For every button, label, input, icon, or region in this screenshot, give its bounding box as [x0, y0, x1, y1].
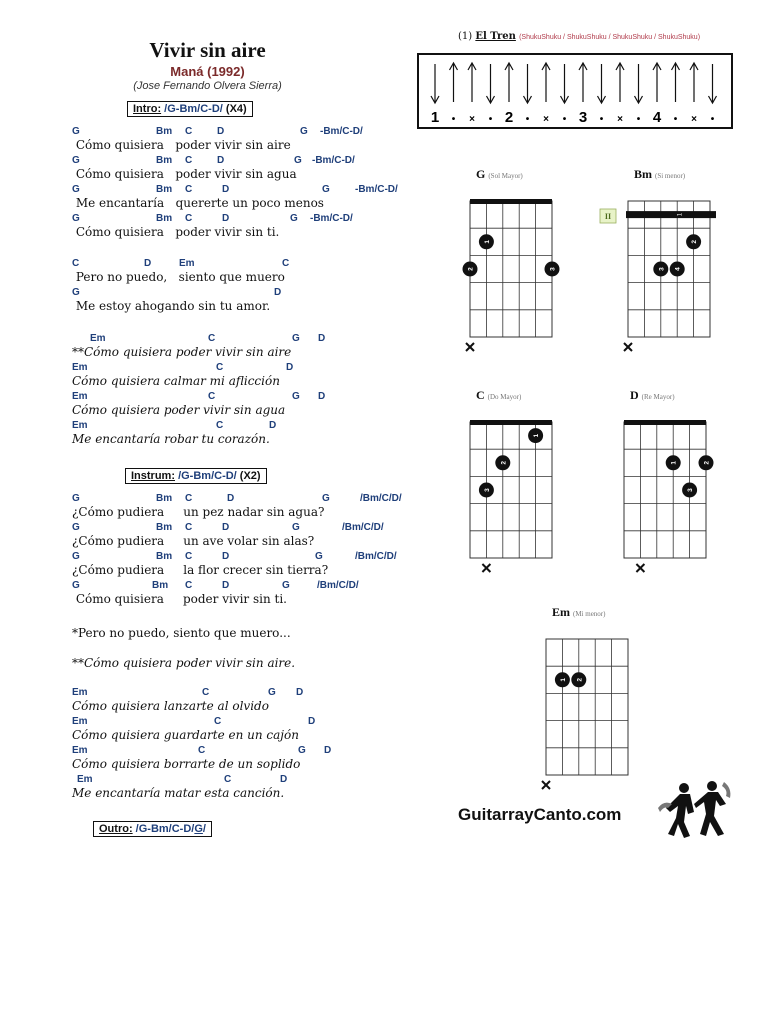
chord-label: D [286, 362, 294, 373]
chord-description: (Si menor) [655, 172, 686, 180]
chord-label: Bm [156, 551, 173, 562]
strum-count-label: 2 [504, 109, 514, 126]
chord-label: C [282, 258, 290, 269]
chord-label: -Bm/C-D/ [355, 184, 398, 195]
chord-label: C [185, 126, 193, 137]
strumming-pattern [417, 53, 733, 129]
lyric-line: Pero no puedo, siento que muero [72, 270, 285, 284]
chord-label: -Bm/C-D/ [312, 155, 355, 166]
instrum-label: Instrum: [131, 470, 175, 482]
chord-label: Em [179, 258, 195, 269]
chord-label: D [222, 522, 230, 533]
svg-text:1: 1 [483, 239, 491, 244]
chord-label: Bm [156, 184, 173, 195]
chord-label: -Bm/C-D/ [320, 126, 363, 137]
strum-up-arrow-icon [505, 63, 513, 102]
lyric-line: Me encantaría robar tu corazón. [72, 432, 270, 446]
chord-diagram-bm [604, 167, 699, 271]
chord-label: G [322, 493, 330, 504]
strum-up-arrow-icon [468, 63, 476, 102]
instrum-box [125, 468, 267, 484]
svg-text:3: 3 [483, 488, 491, 492]
chord-label: G [322, 184, 330, 195]
chord-label: Bm [156, 213, 173, 224]
chord-label: /Bm/C/D/ [355, 551, 397, 562]
outro-end: / [202, 823, 206, 835]
chord-label: D [274, 287, 282, 298]
strum-count-label: • [636, 114, 641, 125]
chord-label: C [208, 391, 216, 402]
chord-fretboard [604, 185, 720, 350]
chord-label: C [72, 258, 80, 269]
svg-text:2: 2 [691, 239, 699, 244]
chord-description: (Do Mayor) [487, 393, 522, 401]
chord-label: D [318, 333, 326, 344]
chord-name: G [476, 167, 486, 181]
chord-label: C [185, 522, 193, 533]
svg-text:3: 3 [687, 488, 695, 492]
chord-label: G [72, 287, 80, 298]
chord-label: /Bm/C/D/ [360, 493, 402, 504]
chord-label: Em [72, 687, 88, 698]
chord-label: G [315, 551, 323, 562]
svg-text:3: 3 [658, 267, 666, 271]
chord-label: D [222, 213, 230, 224]
chord-title [476, 388, 521, 403]
chord-label: G [72, 126, 80, 137]
chord-diagram-em [552, 605, 606, 682]
strum-count-label: × [469, 114, 475, 125]
strumming-title [458, 31, 700, 42]
outro-last-chord: G [194, 823, 203, 835]
instrum-repeat: (X2) [239, 470, 261, 482]
chord-label: D [280, 774, 288, 785]
chord-label: C [216, 362, 224, 373]
chord-label: G [72, 184, 80, 195]
chord-label: C [224, 774, 232, 785]
chord-label: G [282, 580, 290, 591]
chord-fretboard [616, 406, 716, 571]
chord-label: Em [77, 774, 93, 785]
chord-label: D [296, 687, 304, 698]
chord-label: Em [90, 333, 106, 344]
chord-label: Bm [156, 155, 173, 166]
chord-label: G [294, 155, 302, 166]
chord-label: C [185, 580, 193, 591]
lyric-line: Cómo quisiera poder vivir sin agua [72, 403, 286, 417]
chord-label: D [269, 420, 277, 431]
strum-up-arrow-icon [616, 63, 624, 102]
song-artist: Maná (1992) [170, 64, 245, 79]
svg-text:2: 2 [576, 677, 584, 682]
chord-title [630, 388, 675, 403]
chord-label: G [300, 126, 308, 137]
instrum-progression: /G-Bm/C-D/ [178, 470, 237, 482]
strum-count-label: • [673, 114, 678, 125]
strum-count-label: 1 [430, 109, 440, 126]
chord-label: G [298, 745, 306, 756]
chord-title [476, 167, 523, 182]
lyric-line: Cómo quisiera lanzarte al olvido [72, 699, 269, 713]
chord-title [552, 605, 605, 620]
chord-label: /Bm/C/D/ [342, 522, 384, 533]
chord-label: C [185, 551, 193, 562]
strum-up-arrow-icon [653, 63, 661, 102]
chord-label: G [72, 580, 80, 591]
lyric-line: **Cómo quisiera poder vivir sin aire [72, 345, 292, 359]
svg-text:1: 1 [677, 212, 684, 217]
svg-text:2: 2 [500, 460, 508, 465]
strum-count-label: • [525, 114, 530, 125]
lyric-line: ¿Cómo pudiera un ave volar sin alas? [72, 534, 315, 548]
chord-diagram-c [476, 388, 541, 492]
chord-label: D [318, 391, 326, 402]
outro-box [93, 821, 212, 837]
intro-box [127, 101, 253, 117]
chord-label: Em [72, 745, 88, 756]
outro-progression: /G-Bm/C-D/ [135, 823, 195, 835]
chord-label: C [185, 213, 193, 224]
chord-label: Em [72, 391, 88, 402]
chord-label: Bm [156, 126, 173, 137]
svg-text:1: 1 [670, 460, 678, 465]
svg-text:4: 4 [674, 267, 682, 271]
svg-text:2: 2 [467, 267, 475, 271]
chord-label: Bm [156, 493, 173, 504]
strum-count-label: • [451, 114, 456, 125]
chord-label: G [72, 155, 80, 166]
chord-name: D [630, 388, 639, 402]
lyric-line: Cómo quisiera poder vivir sin ti. [72, 592, 287, 606]
chord-fretboard [538, 623, 638, 788]
chord-label: Em [72, 362, 88, 373]
strum-count-label: × [691, 114, 697, 125]
strum-down-arrow-icon [487, 64, 495, 103]
strum-down-arrow-icon [524, 64, 532, 103]
song-composer: (Jose Fernando Olvera Sierra) [133, 80, 282, 92]
chord-title [634, 167, 685, 182]
strumming-sound: (ShukuShuku / ShukuShuku / ShukuShuku / ShukuShuku) [519, 34, 701, 41]
strum-count-label: × [617, 114, 623, 125]
chord-label: Bm [152, 580, 169, 591]
strum-count-label: 3 [578, 109, 588, 126]
chord-label: G [72, 551, 80, 562]
strum-count-label: • [488, 114, 493, 125]
chord-label: G [72, 522, 80, 533]
song-title: Vivir sin aire [149, 38, 266, 62]
chord-label: D [308, 716, 316, 727]
svg-text:2: 2 [703, 460, 711, 465]
chord-diagram-d [630, 388, 711, 492]
strum-count-label: 4 [652, 109, 662, 126]
chord-name: Bm [634, 167, 652, 181]
chord-label: C [202, 687, 210, 698]
chord-label: /Bm/C/D/ [317, 580, 359, 591]
chord-label: C [185, 493, 193, 504]
strum-down-arrow-icon [431, 64, 439, 103]
muted-string-icon [482, 564, 490, 572]
outro-label: Outro: [99, 823, 133, 835]
strum-count-label: • [710, 114, 715, 125]
lyric-line: ¿Cómo pudiera un pez nadar sin agua? [72, 505, 325, 519]
svg-text:1: 1 [559, 677, 567, 682]
intro-progression: /G-Bm/C-D/ [164, 103, 223, 115]
site-logo-text: GuitarrayCanto.com [458, 805, 622, 824]
chord-label: G [290, 213, 298, 224]
svg-text:3: 3 [549, 267, 557, 271]
chord-label: C [214, 716, 222, 727]
strum-count-label: × [543, 114, 549, 125]
chord-label: Em [72, 420, 88, 431]
strum-down-arrow-icon [709, 64, 717, 103]
lyric-line: Cómo quisiera poder vivir sin ti. [72, 225, 280, 239]
chord-name: Em [552, 605, 570, 619]
fret-position-label: II [604, 212, 612, 221]
chord-fretboard [462, 185, 562, 350]
chord-description: (Re Mayor) [641, 393, 675, 401]
strum-down-arrow-icon [598, 64, 606, 103]
chord-label: G [72, 493, 80, 504]
lyric-line: Me estoy ahogando sin tu amor. [72, 299, 271, 313]
chord-label: Em [72, 716, 88, 727]
strum-up-arrow-icon [690, 63, 698, 102]
strumming-number: (1) [458, 31, 473, 42]
lyric-line: Me encantaría quererte un poco menos [72, 196, 324, 210]
strum-count-label: • [599, 114, 604, 125]
chord-label: D [324, 745, 332, 756]
chord-description: (Sol Mayor) [488, 172, 523, 180]
strumming-name: El Tren [475, 31, 516, 42]
chord-label: D [217, 155, 225, 166]
lyric-line: Cómo quisiera guardarte en un cajón [72, 728, 299, 742]
chord-name: C [476, 388, 485, 402]
chord-label: Bm [156, 522, 173, 533]
strum-count-label: • [562, 114, 567, 125]
lyric-line: Cómo quisiera calmar mi aflicción [72, 374, 280, 388]
strumming-diagram [419, 55, 731, 127]
chord-label: C [185, 155, 193, 166]
muted-string-icon [466, 343, 474, 351]
lyric-line: Cómo quisiera borrarte de un soplido [72, 757, 301, 771]
chord-label: G [292, 391, 300, 402]
chord-label: D [144, 258, 152, 269]
strum-up-arrow-icon [450, 63, 458, 102]
chord-label: C [198, 745, 206, 756]
strum-down-arrow-icon [635, 64, 643, 103]
chord-label: D [222, 551, 230, 562]
intro-repeat: (X4) [225, 103, 247, 115]
chord-label: G [268, 687, 276, 698]
chord-label: D [217, 126, 225, 137]
chord-description: (Mi menor) [573, 610, 606, 618]
chord-label: D [222, 184, 230, 195]
chord-label: G [292, 522, 300, 533]
strum-up-arrow-icon [542, 63, 550, 102]
chord-label: C [185, 184, 193, 195]
muted-string-icon [542, 781, 550, 789]
svg-text:1: 1 [533, 433, 541, 438]
chord-label: G [72, 213, 80, 224]
chord-label: D [222, 580, 230, 591]
chord-label: D [227, 493, 235, 504]
lyric-line: Cómo quisiera poder vivir sin agua [72, 167, 297, 181]
reprise-pero: *Pero no puedo, siento que muero... [72, 626, 291, 640]
strum-down-arrow-icon [561, 64, 569, 103]
muted-string-icon [636, 564, 644, 572]
muted-string-icon [624, 343, 632, 351]
chord-label: C [208, 333, 216, 344]
reprise-chorus: **Cómo quisiera poder vivir sin aire. [72, 656, 296, 670]
lyric-line: Me encantaría matar esta canción. [72, 786, 285, 800]
chord-label: C [216, 420, 224, 431]
dancers-logo-icon [654, 778, 734, 840]
lyric-line: ¿Cómo pudiera la flor crecer sin tierra? [72, 563, 329, 577]
lyric-line: Cómo quisiera poder vivir sin aire [72, 138, 291, 152]
chord-label: G [292, 333, 300, 344]
chord-diagram-g [467, 167, 557, 271]
chord-label: -Bm/C-D/ [310, 213, 353, 224]
chord-fretboard [462, 406, 562, 571]
strum-up-arrow-icon [579, 63, 587, 102]
intro-label: Intro: [133, 103, 162, 115]
strum-up-arrow-icon [672, 63, 680, 102]
